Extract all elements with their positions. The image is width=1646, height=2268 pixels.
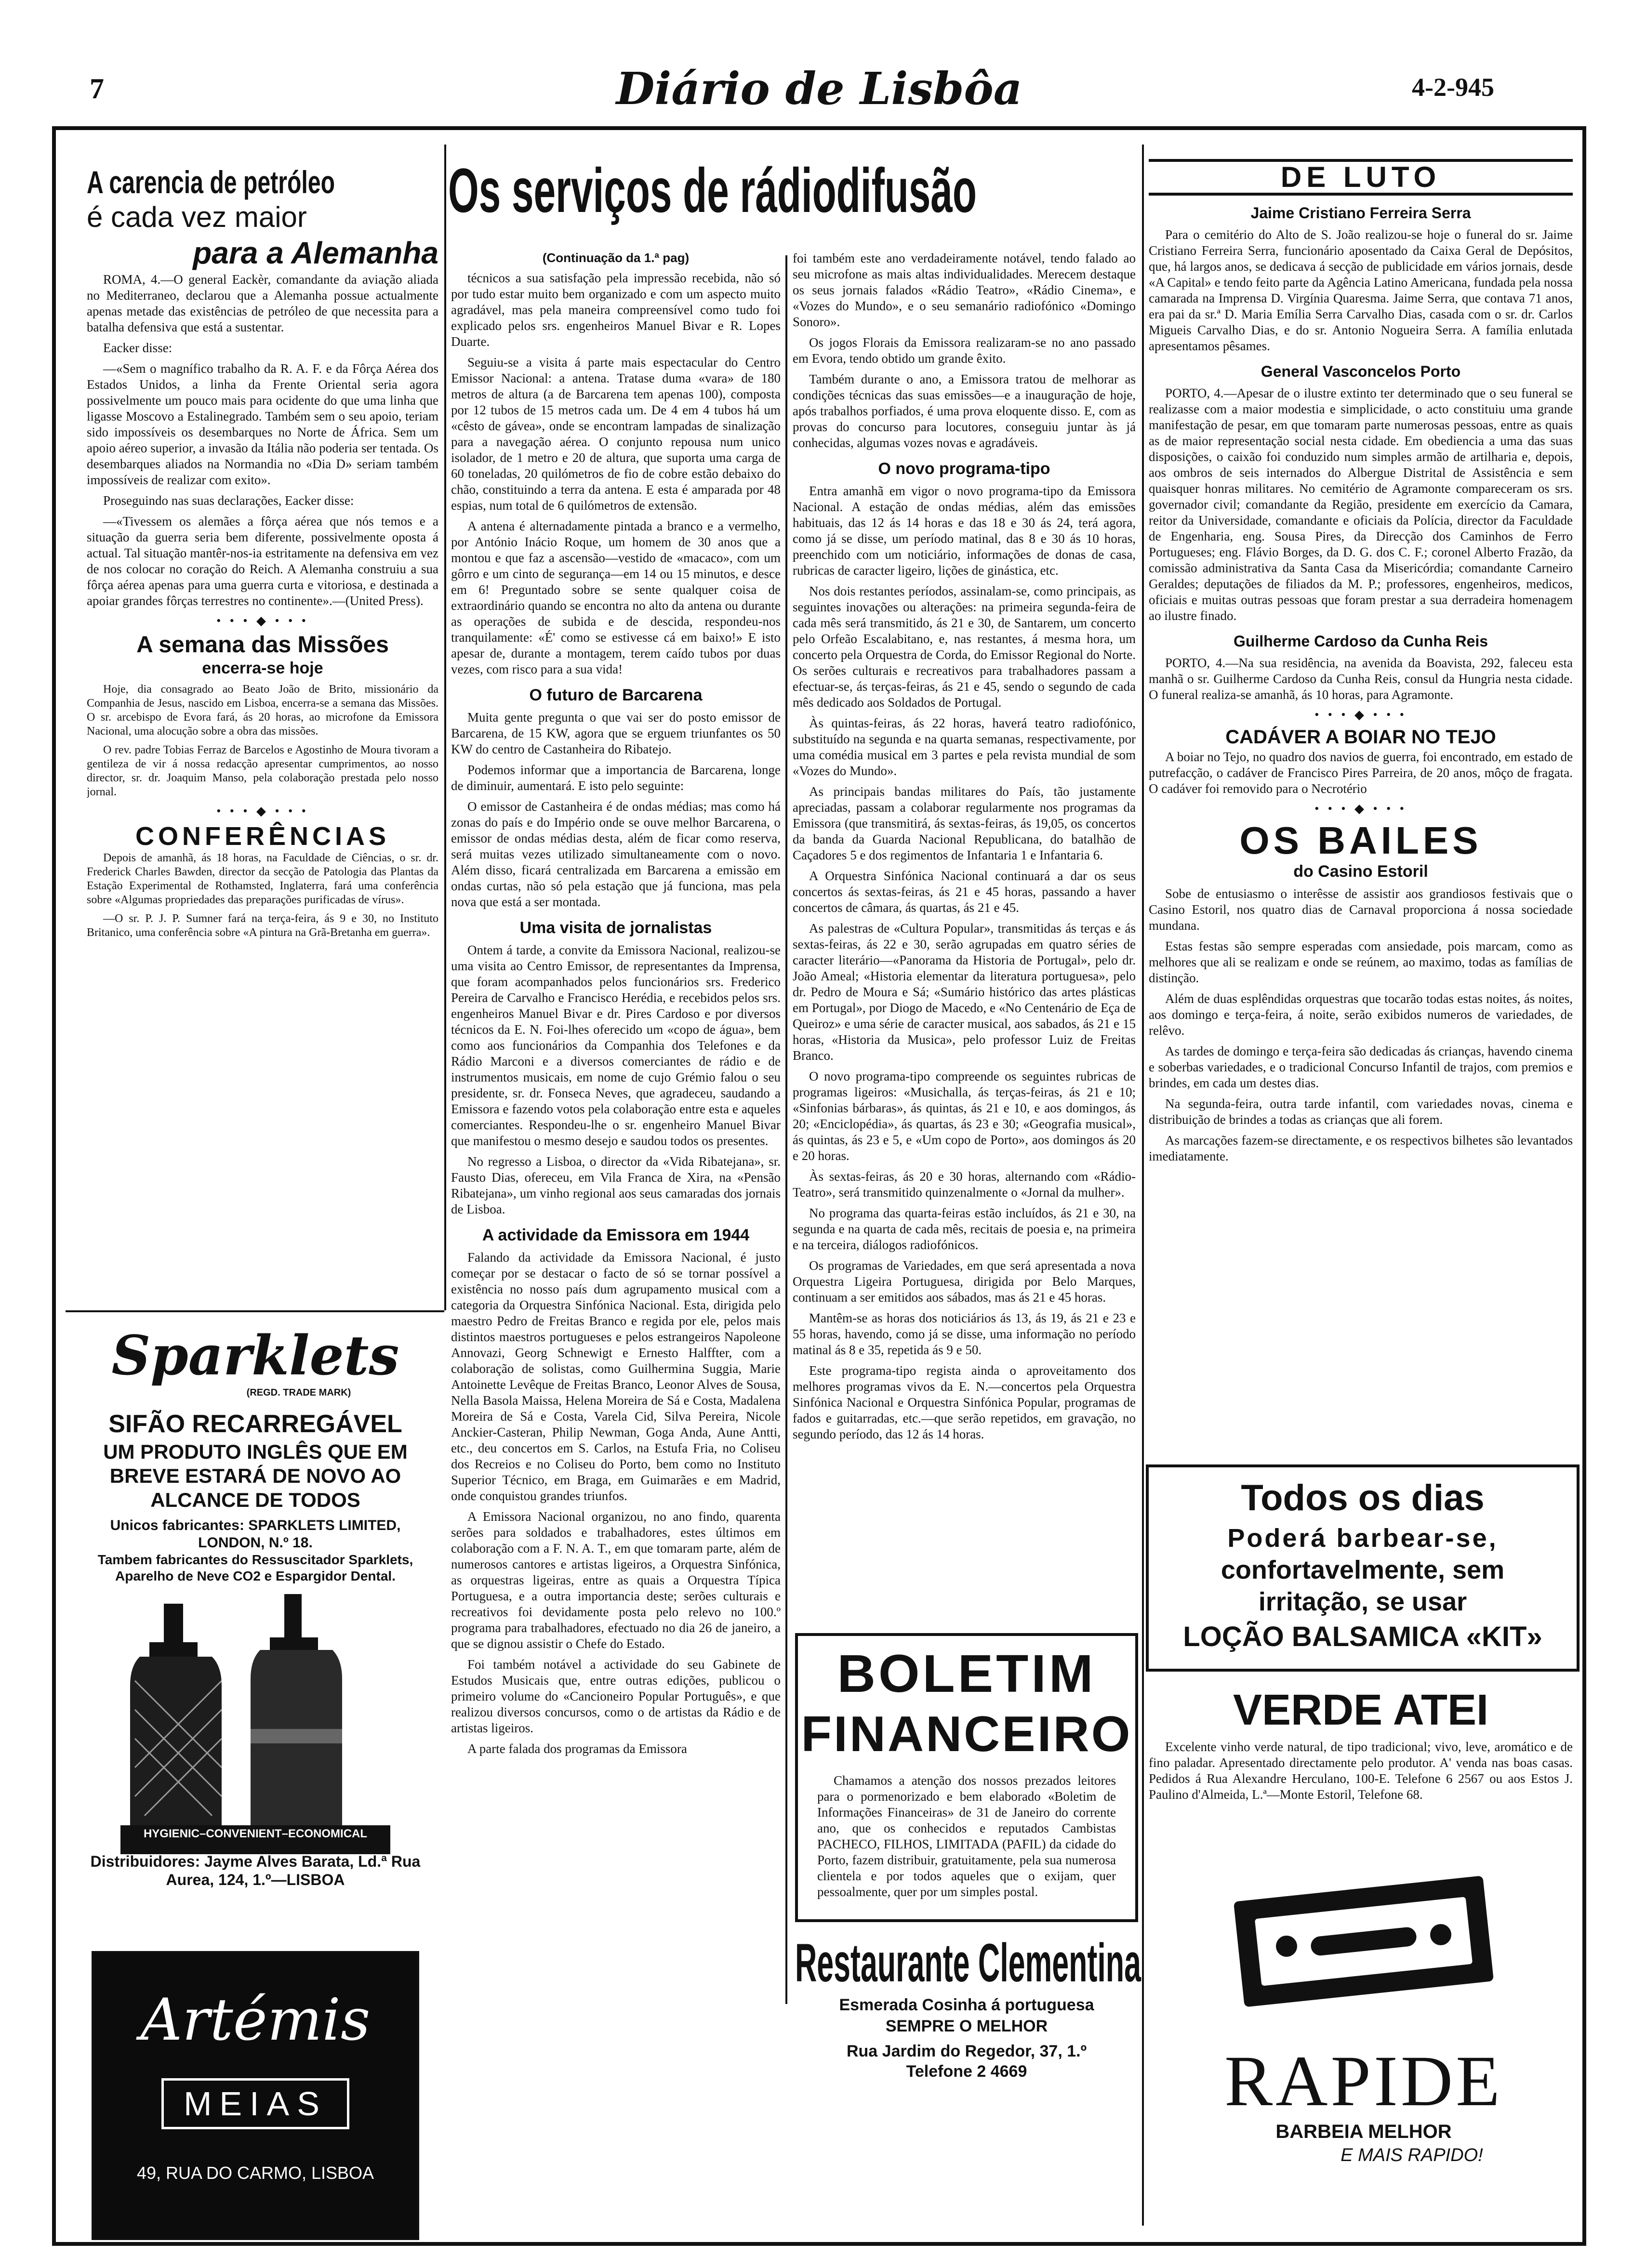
artemis-ad [92,1951,419,2240]
article-paragraph: As palestras de «Cultura Popular», transmitidas ás terças e ás sextas-feiras, ás 22 e 30, serão agrupadas em quatro séries de caracter literário—«Panorama da Historia de Portugal», pelo dr. João Ameal; «Historia elementar da literatura portuguesa», pelo dr. Pedro de Moura e Sá; «Sumário histórico das artes plásticas em Portugal», por Diogo de Macedo, e «No Centenário de Eça de Queiroz» e uma série de caracter musical, aos sabados, ás 21 e 15 horas, «Historia da Musica», pelo professor Luiz de Freitas Branco. [793,921,1136,1063]
radio-column-1 [451,251,781,2086]
verde-atei-title: VERDE ATEI [1233,1686,1489,1734]
article-paragraph: Podemos informar que a importancia de Barcarena, longe de diminuir, aumentará. E isto pelo seguinte: [451,763,781,793]
article-paragraph: A Orquestra Sinfónica Nacional continuará a dar os seus concertos ás sextas-feiras, ás 21 e 45 horas, passando a haver concertos de câmara, ás quartas, ás 21 e 45. [793,869,1136,915]
article-paragraph: —«Tivessem os alemães a fôrça aérea que nós temos e a situação da guerra seria bem diferente, possivelmente oposta á actual. Tal situação mantêr-nos-ia estritamente na defensiva em vez de nos colocar no coração do Reich. A Alemanha construiu a sua fôrça aérea apenas para uma guerra curta e vitoriosa, e destinada a apoiar grandes fôrças terrestres no continente».—(United Press). [87,514,438,608]
ornament-divider: • • • ◆ • • • [216,804,309,818]
kit-line-5: LOÇÃO BALSAMICA «KIT» [1183,1621,1542,1652]
article-paragraph: Às quintas-feiras, ás 22 horas, haverá teatro radiofónico, substituído na segunda e na quarta semanas, respectivamente, por uma comédia musical em 3 partes e pela revista mundial de som «Vozes do Mundo». [793,716,1136,778]
article-paragraph: Mantêm-se as horas dos noticiários ás 13, ás 19, ás 21 e 23 e 55 horas, havendo, como já se disse, uma informação no período matinal ás 8 e 35, repetida ás 9 e 50. [793,1311,1136,1357]
article-paragraph: O novo programa-tipo compreende os seguintes rubricas de programas ligeiros: «Musichalla, ás terças-feiras, ás 21 e 10; «Sinfonias bárbaras», ás quintas, ás 21 e 10, e aos domingos, ás 20; «Enciclopédia», ás quartas, ás 23 e 30; «Geografia musical», ás quintas, ás 23 e 5, e «Um copo de Porto», aos domingos ás 20 e 20 horas. [793,1069,1136,1163]
rapide-logo: RAPIDE [1224,2041,1503,2121]
ornament-divider: • • • ◆ • • • [1314,802,1407,816]
kit-line-1: Todos os dias [1241,1477,1485,1518]
clementina-line-4: Telefone 2 4669 [906,2062,1027,2081]
razor-blade-illustration [1166,1869,1561,2043]
subhead-actividade: A actividade da Emissora em 1944 [482,1226,750,1244]
continuation-note: (Continuação da 1.ª pag) [542,251,690,265]
kit-lotion-ad [1146,1464,1580,1672]
masthead-date: 4-2-945 [1412,73,1494,102]
artemis-address: 49, RUA DO CARMO, LISBOA [136,2163,374,2183]
article-paragraph: Falando da actividade da Emissora Nacional, é justo começar por se destacar o facto de só se tornar possível a existência no nosso país dum agrupamento musical com a categoria da Orquestra Sinfónica Nacional. Esta, dirigida pelo maestro Pedro de Freitas Branco e regida por ele, pelos mais distintos maestros portugueses e pelos estrangeiros Napoleone Annovazi, Georg Schnewigt e Ernesto Halffter, com a colaboração de solistas, como Guilhermina Suggia, Marie Antoinette Levêque de Freitas Branco, Leonor Alves de Sousa, Nella Basola Maissa, Helena Moreira de Sá e Costa, Madalena Moreira de Sá e Costa, Varela Cid, Silva Pereira, Nicole Anckier-Casteran, Philip Newman, Goga Anda, Aune Antti, etc., deu concertos em S. Carlos, na Estufa Fria, no Coliseu dos Recreios e no Coliseu do Porto, bem como no Instituto Superior Técnico, em Braga, em Guimarães e em Madrid, onde conquistou grandes triunfos. [451,1250,781,1503]
article-paragraph: No regresso a Lisboa, o director da «Vida Ribatejana», sr. Fausto Dias, ofereceu, em Vila Franca de Xira, na «Pensão Ribatejana», um vinho regional aos seus camaradas dos jornais de Lisboa. [451,1154,781,1216]
article-paragraph: Para o cemitério do Alto de S. João realizou-se hoje o funeral do sr. Jaime Cristiano Ferreira Serra, funcionário aposentado da Caixa Geral de Depósitos, que, há largos anos, se dedicava á secção de publicidade em vários jornais, desde «A Capital» e tendo feito parte da Agência Latino Americana, fundada pela nossa camarada na Imprensa D. Virgínia Quaresma. Jaime Serra, que contava 71 anos, era pai da sr.ª D. Maria Emília Serra Carvalho Dias, casada com o sr. dr. Carlos Migueis Carvalho Dias, e do sr. Antonio Nogueira Serra. A família enlutada apresentamos pêsames. [1149,227,1573,353]
article-paragraph: Este programa-tipo regista ainda o aproveitamento dos melhores programas vivos da E. N.—concertos pela Orquestra Sinfónica Nacional e Orquestra Sinfónica Popular, programas de fados e guitarradas, etc.—que serão repetidos, em gravação, no segundo período, das 12 ás 14 horas. [793,1363,1136,1441]
obituary-reis-heading: Guilherme Cardoso da Cunha Reis [1233,633,1488,650]
article-paragraph: A parte falada dos programas da Emissora [467,1741,687,1756]
sparklets-trademark: (REGD. TRADE MARK) [246,1387,351,1398]
sparklets-banner: HYGIENIC–CONVENIENT–ECONOMICAL [120,1825,390,1843]
headline-missoes: A semana das Missões [136,632,389,658]
boletim-financeiro-ad [795,1633,1138,1922]
boletim-text: Chamamos a atenção dos nossos prezados leitores para o pormenorizado e bem elaborado «Boletim de Informações Financeiras» de 31 de Janeiro do corrente ano, que os conhecidos e reputados Cambistas PACHECO, FILHOS, LIMITADA (PAFIL) da cidade do Porto, fazem distribuir, gratuitamente, pela sua numerosa clientela e por todos aqueles que o exijam, quer pessoalmente, quer por um simples postal. [817,1773,1116,1899]
article-paragraph: Estas festas são sempre esperadas com ansiedade, pois marcam, como as melhores que ali se realizam e onde se reúnem, ao maximo, todas as famílias de distinção. [1149,939,1573,985]
obituary-serra-heading: Jaime Cristiano Ferreira Serra [1250,204,1471,222]
sparklets-headline: SIFÃO RECARREGÁVEL [108,1410,402,1438]
subhead-visita: Uma visita de jornalistas [519,919,712,937]
clementina-title: Restaurante Clementina [795,1933,1142,1993]
rapide-line-1: BARBEIA MELHOR [1275,2121,1452,2142]
sparklets-ad [67,1315,443,1908]
clementina-line-3: Rua Jardim do Regedor, 37, 1.º [846,2042,1087,2060]
article-paragraph: No programa das quarta-feiras estão incluídos, ás 21 e 30, na segunda e na quarta de cada mês, recitais de poesia e, na primeira e na terceira, diálogos radiofónicos. [793,1206,1136,1252]
article-paragraph: Seguiu-se a visita á parte mais espectacular do Centro Emissor Nacional: a antena. Tratase duma «vara» de 180 metros de altura (a de Barcarena tem apenas 100), composta por 12 tubos de 15 metros cada um. De 4 em 4 tubos há um «cêsto de gávea», onde se encontram lampadas de sinalização para a navegação aérea. O conjunto repousa num unico isolador, de 1 metro e 20 de altura, que suporta uma carga de 60 toneladas, 20 quilómetros de fio de cobre estão debaixo do chão, constituindo a terra da antena. E esta é amparada por 48 espias, num total de 6 quilómetros de extensão. [451,355,781,513]
rapide-line-2: E MAIS RAPIDO! [1341,2145,1483,2165]
article-paragraph: PORTO, 4.—Na sua residência, na avenida da Boavista, 292, faleceu esta manhã o sr. Guilherme Cardoso da Cunha Reis, consul da Hungria nesta cidade. O funeral realiza-se amanhã, ás 10 horas, para Agramonte. [1149,656,1573,702]
subhead-barcarena: O futuro de Barcarena [529,686,703,704]
article-paragraph: Os programas de Variedades, em que será apresentada a nova Orquestra Ligeira Portuguesa, dirigida por Belo Marques, continuam a ser emitidos aos sábados, mas ás 21 e 45 horas. [793,1258,1136,1305]
rapide-blade-ad [1166,1869,1561,2226]
headline-petroleo: A carencia de petróleo [87,164,335,200]
bailes-subtitle: do Casino Estoril [1293,862,1428,881]
artemis-meias: MEIAS [161,2078,349,2129]
article-paragraph: Eacker disse: [103,341,173,355]
article-paragraph: Os jogos Florais da Emissora realizaram-se no ano passado em Evora, tendo obtido um grande êxito. [793,335,1136,366]
article-paragraph: Sobe de entusiasmo o interêsse de assistir aos grandiosos festivais que o Casino Estoril, nos quatro dias de Carnaval proporciona á nossa sociedade mundana. [1149,886,1573,933]
clementina-line-2: SEMPRE O MELHOR [885,2017,1048,2035]
article-paragraph: Hoje, dia consagrado ao Beato João de Brito, missionário da Companhia de Jesus, nascido em Lisboa, encerra-se a semana das Missões. O sr. arcebispo de Evora fará, ás 20 horas, ao microfone da Emissora Nacional, uma alocução sobre a obra das missões. [87,683,438,738]
article-paragraph: Na segunda-feira, outra tarde infantil, com variedades novas, cinema e distribuição de brindes a todas as crianças que ali forem. [1149,1096,1573,1127]
masthead-title: Diário de Lisbôa [616,63,1022,115]
sparklets-tagline: UM PRODUTO INGLÊS QUE EM BREVE ESTARÁ DE NOVO AO ALCANCE DE TODOS [103,1440,408,1511]
article-paragraph: técnicos a sua satisfação pela impressão recebida, não só por tudo estar muito bem organizado e com um aspecto muito agradável, mas pela maneira compreensível como tudo foi explicado pelos srs. engenheiros Manuel Bivar e R. Lopes Duarte. [451,271,781,349]
rule-horizontal [66,1310,444,1312]
article-paragraph: foi também este ano verdadeiramente notável, tendo falado ao seu microfone as mais altas individualidades. Merecem destaque os seus jornais falados «Rádio Teatro», «Rádio Cinema», e «Vozes do Mundo», e o seu semanário radiofónico «Domingo Sonoro». [793,251,1136,329]
article-paragraph: O rev. padre Tobias Ferraz de Barcelos e Agostinho de Moura tivoram a gentileza de vir á nossa redacção apresentar cumprimentos, ao nosso director, sr. dr. Joaquim Manso, pela colaboração prestada pelo nosso jornal. [87,744,438,798]
article-paragraph: Foi também notável a actividade do seu Gabinete de Estudos Musicais que, entre outras edições, publicou o primeiro volume do «Cancioneiro Popular Português», e que realizou diversos concursos, como o de artistas da Rádio e de artistas ligeiros. [451,1657,781,1735]
kit-line-2: Poderá barbear-se, [1227,1524,1498,1553]
clementina-ad [795,1932,1142,2115]
column-rule [785,255,787,2004]
siphon-bottles-illustration [67,1584,443,1854]
sparklets-distributor: Distribuidores: Jayme Alves Barata, Ld.ª Rua Aurea, 124, 1.º—LISBOA [90,1853,421,1888]
verde-atei-ad [1149,1686,1573,1845]
subhead-alemanha: para a Alemanha [193,236,438,270]
article-paragraph: PORTO, 4.—Apesar de o ilustre extinto ter determinado que o seu funeral se realizasse com a maior modestia e simplicidade, o acto constituiu uma grande manifestação de pesar, em que tomaram parte numerosas pessoas, entre as quais as de maior representação social nesta cidade. Em obediencia a uma das suas disposições, o caixão foi conduzido num simples armão de artilharia e, depois, aos ombros de seis internados do Albergue Distrital de Assistência e sem quaisquer honras militares. No cemitério de Agramonte compareceram os srs. governador civil; comandante da Região, presidente em exercício da Camara, reitor da Universidade, comandante e oficiais da Polícia, director da Faculdade de Engenharia, eng. Sousa Pires, da Direcção dos Caminhos de Ferro Portugueses; eng. Flávio Borges, da D. G. dos C. F.; coronel Alberto Frazão, da comissão administrativa da Santa Casa da Misericórdia; comandante Carneiro Geraldes; deputações de filiados da M. P.; professores, engenheiros, medicos, oficiais e muitas outras pessoas que foram prestar a sua derradeira homenagem ao ilustre finado. [1149,386,1573,623]
radio-headline: Os serviços de rádiodifusão [448,155,977,225]
article-paragraph: Às sextas-feiras, ás 20 e 30 horas, alternando com «Rádio-Teatro», será transmitido quinzenalmente o «Jornal da mulher». [793,1169,1136,1200]
article-paragraph: Proseguindo nas suas declarações, Eacker disse: [103,493,354,508]
subhead-missoes: encerra-se hoje [202,659,323,677]
bailes-title: OS BAILES [1239,819,1482,862]
ornament-divider: • • • ◆ • • • [216,614,309,628]
article-paragraph: As marcações fazem-se directamente, e os respectivos bilhetes são levantados imediatamente. [1149,1133,1573,1163]
kit-line-3: confortavelmente, sem [1221,1556,1505,1584]
column-1 [87,154,438,1310]
verde-atei-text: Excelente vinho verde natural, de tipo tradicional; vivo, leve, aromático e de fino paladar. Apresentado directamente pelo produtor. A' venda nas boas casas. Pedidos á Rua Alexandre Herculano, 100-E. Telefone 6 2567 ou aos Estos J. Paulino d'Almeida, L.ª—Monte Estoril, Telefone 68. [1149,1740,1573,1802]
subhead-programa: O novo programa-tipo [878,460,1050,478]
boletim-title-2: FINANCEIRO [801,1706,1132,1762]
article-paragraph: A antena é alternadamente pintada a branco e a vermelho, por António Inácio Roque, um homem de 30 anos que a montou e que faz a ascensão—vestido de «macaco», com um gôrro e um cinto de segurança—em 14 ou 15 minutos, e desce em 6! Preguntado sobre se sente qualquer coisa de extraordinário quando se encontra no alto da antena ou durante as operações de subida e de descida, respondeu-nos tranquilamente: «É' como se estivesse cá em baixo!» E isto apesar de, durante a montagem, terem caído tubos por duas vezes, com risco para a sua vida! [451,519,781,676]
headline-conferencias: CONFERÊNCIAS [135,822,390,851]
article-paragraph: Muita gente pregunta o que vai ser do posto emissor de Barcarena, de 15 KW, agora que se erguem triunfantes os 50 KW do centro de Castanheira do Ribatejo. [451,710,781,756]
article-paragraph: As tardes de domingo e terça-feira são dedicadas ás crianças, havendo cinema e soberbas variedades, e o tradicional Concurso Infantil de trajos, com premios e brindes, em cada um destes dias. [1149,1044,1573,1090]
article-paragraph: Também durante o ano, a Emissora tratou de melhorar as condições técnicas das suas emissões—e a inauguração de hoje, após trabalhos porfiados, é uma prova eloquente disso. E, com as provas do concurso para locutores, conseguiu juntar às já conhecidas, algumas vozes novas e agradáveis. [793,372,1136,450]
sparklets-logo: Sparklets [111,1324,399,1387]
article-paragraph: Nos dois restantes períodos, assinalam-se, como principais, as seguintes inovações ou alterações: na primeira segunda-feira de cada mês será transmitido, ás 21 e 30, de Santarem, um concerto pelo Orfeão Escalabitano, e, nas restantes, á mesma hora, um concerto pela Orquestra de Corda, do Emissor Regional do Norte. Os serões culturais e recreativos para trabalhadores passam a efectuar-se, ás terças-feiras, ás 21 e 45, sendo o segundo de cada mês dedicado aos Soldados de Portugal. [793,584,1136,710]
sparklets-products: Tambem fabricantes do Ressuscitador Sparklets, Aparelho de Neve CO2 e Espargidor Dental. [97,1552,413,1583]
article-paragraph: O emissor de Castanheira é de ondas médias; mas como há zonas do país e do Império onde se ouve melhor Barcarena, o emissor de ondas médias desta, além de ficar como reserva, será muitas vezes utilizado simultaneamente com o novo. Além disso, ficará centralizada em Barcarena a emissão em ondas curtas, não só pela estação que já funciona, mas pela nova que está a ser montada. [451,799,781,909]
obituary-porto-heading: General Vasconcelos Porto [1261,363,1461,380]
column-rule [444,145,446,1310]
article-paragraph: Ontem á tarde, a convite da Emissora Nacional, realizou-se uma visita ao Centro Emissor, de representantes da Imprensa, que foram acompanhados pelos funcionários srs. Frederico Pereira de Carvalho e Francisco Herédia, e recebidos pelos srs. engenheiros Manuel Bivar e dr. Pires Cardoso e por diversos técnicos da E. N. Foi-lhes oferecido um «copo de água», bem como aos funcionários da Companhia dos Telefones e da Rádio Marconi e a diversos comerciantes de rádio e de instrumentos musicais, em nome de cujo Grémio falou o seu presidente, sr. dr. Fonseca Neves, que agradeceu, saudando a Emissora e fazendo votos pela colaboração entre esta e aqueles comerciantes. Respondeu-lhe o sr. engenheiro Manuel Bivar que manifestou o mesmo desejo e saudou todos os presentes. [451,943,781,1148]
article-paragraph: A boiar no Tejo, no quadro dos navios de guerra, foi encontrado, em estado de putrefacção, o cadáver de Francisco Pires Parreira, de 20 anos, môço de fragata. O cadáver foi removido para o Necrotério [1149,750,1573,796]
radio-column-2 [793,251,1136,1474]
subhead-maior: é cada vez maior [87,201,307,233]
article-paragraph: As principais bandas militares do País, tão justamente apreciadas, passam a colaborar regularmente nos programas da Emissora (que transmitirá, ás sextas-feiras, ás 19,05, os concertos da banda da Guarda Nacional Republicana, do batalhão de Caçadores 5 e dos regimentos de Infantaria 1 e Infantaria 6. [793,784,1136,862]
boletim-title-1: BOLETIM [837,1644,1096,1703]
kit-line-4: irritação, se usar [1258,1587,1467,1616]
article-paragraph: —O sr. P. J. P. Sumner fará na terça-feira, ás 9 e 30, no Instituto Britanico, uma conferência sobre «A pintura na Grã-Bretanha em guerra». [87,912,438,939]
article-paragraph: A Emissora Nacional organizou, no ano findo, quarenta serões para soldados e trabalhadores, estes últimos em colaboração com a F. N. A. T., em que tomaram parte, além de numerosos cantores e artistas ligeiros, a Orquestra Sinfónica, as orquestras ligeiras, entre as quais a Orquestra Típica Portuguesa, e a outra importancia deste; serões culturais e recreativos foi devidamente posta pelo relevo no 100.º programa para trabalhadores, efectuado no dia 26 de janeiro, a que se dignou assistir o Chefe do Estado. [451,1509,781,1651]
article-paragraph: —«Sem o magnífico trabalho da R. A. F. e da Fôrça Aérea dos Estados Unidos, a linha da Frente Oriental seria agora possivelmente um pouco mais para ocidente do que uma linha que ligasse Moscovo a Estalinegrado. Também sem o seu apoio, teriam sido impossíveis os desembarques no Norte de África. Sem um apoio aéreo superior, a invasão da Itália não poderia ser tentada. Os desembarques aliados na Normandia no «Dia D» seriam também impossíveis de realizar com exito». [87,361,438,487]
luto-title: DE LUTO [1149,159,1573,196]
clementina-line-1: Esmerada Cosinha á portuguesa [839,1996,1094,2014]
article-paragraph: Além de duas esplêndidas orquestras que tocarão todas estas noites, ás noites, aos domingo e terça-feira, á noite, serão exibidos numeros de variedades, de relêvo. [1149,991,1573,1038]
article-paragraph: ROMA, 4.—O general Eackèr, comandante da aviação aliada no Mediterraneo, declarou que a Alemanha possue actualmente apenas metade das existências de petróleo de que necessita para a batalha defensiva que está a sustentar. [87,272,438,334]
page-number: 7 [90,73,104,105]
sparklets-makers: Unicos fabricantes: SPARKLETS LIMITED, LONDON, N.º 18. [110,1517,401,1551]
ornament-divider: • • • ◆ • • • [1314,708,1407,722]
artemis-logo: Artémis [140,1987,371,2054]
column-4 [1149,154,1573,1320]
column-rule [1142,145,1144,2226]
article-paragraph: Entra amanhã em vigor o novo programa-tipo da Emissora Nacional. A estação de ondas médias, além das emissões habituais, das 12 ás 14 horas e das 18 e 30 ás 24, terá agora, como já se disse, um período matinal, das 8 e 30 ás 10 horas, preenchido com um noticiário, informações de donas de casa, rubricas de caracter ligeiro, lições de ginástica, etc. [793,484,1136,578]
cadaver-title: CADÁVER A BOIAR NO TEJO [1225,726,1496,748]
article-paragraph: Depois de amanhã, ás 18 horas, na Faculdade de Ciências, o sr. dr. Frederick Charles Bawden, director da secção de Patologia das Plantas da Estação Experimental de Rothamsted, Inglaterra, fará uma conferência sobre «Algumas propriedades das preparações purificadas de vírus». [87,852,438,906]
